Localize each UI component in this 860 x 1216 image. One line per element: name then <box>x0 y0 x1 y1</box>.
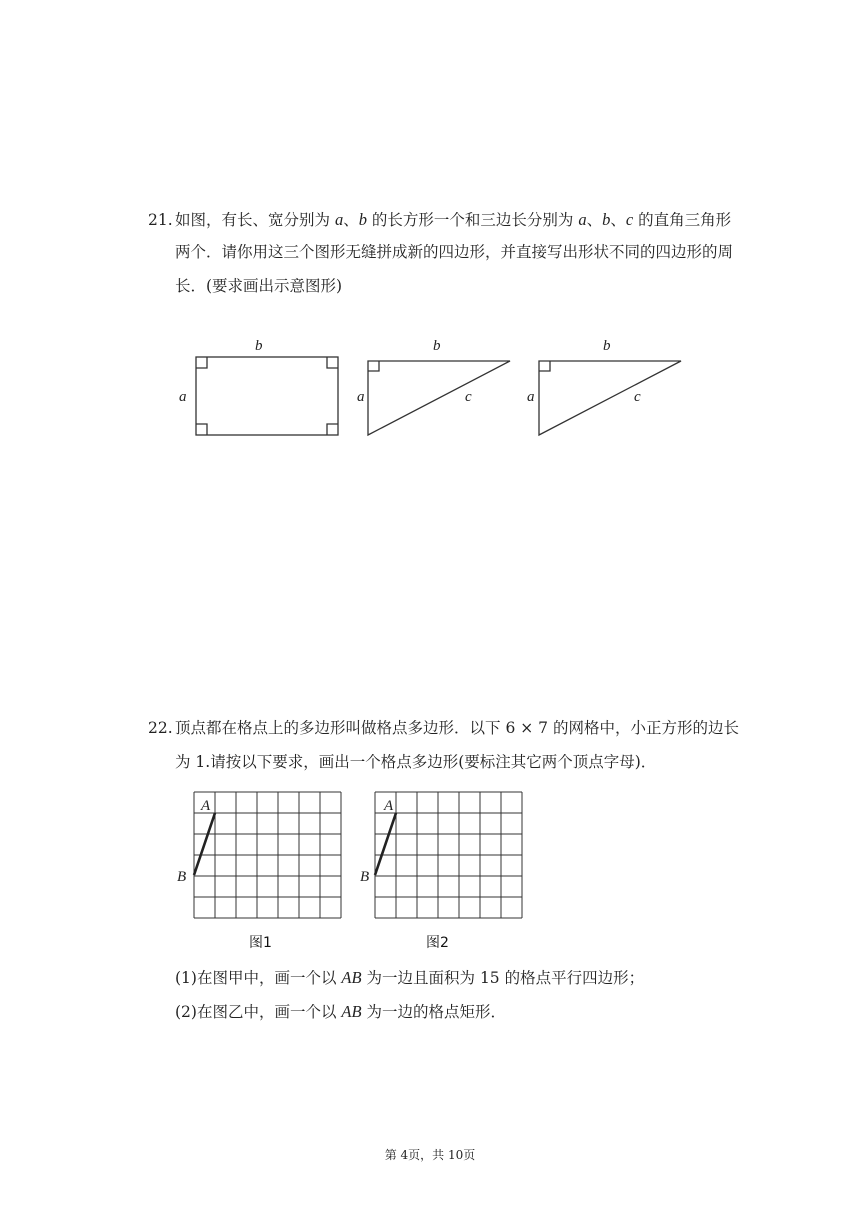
question-text-line-2: 两个．请你用这三个图形无缝拼成新的四边形，并直接写出形状不同的四边形的周 <box>175 243 734 261</box>
question-text-line-2: 为 1.请按以下要求，画出一个格点多边形(要标注其它两个顶点字母)． <box>175 753 657 771</box>
right-angle-marks <box>196 357 338 435</box>
q21-figures <box>0 330 860 450</box>
label-b: b <box>255 338 263 354</box>
figure-1-caption: 图1 <box>249 935 272 951</box>
figure-2-caption: 图2 <box>426 935 449 951</box>
label-c: c <box>465 389 472 405</box>
question-number: 21. <box>148 211 173 229</box>
question-number: 22. <box>148 719 173 737</box>
label-a: a <box>357 389 365 405</box>
question-text-line-1: 如图，有长、宽分别为 a、b 的长方形一个和三边长分别为 a、b、c 的直角三角形 <box>175 210 732 229</box>
point-a-label: A <box>201 798 211 814</box>
grid-figure-2 <box>375 792 522 918</box>
label-a: a <box>179 389 187 405</box>
part-1: (1)在图甲中，画一个以 AB 为一边且面积为 15 的格点平行四边形； <box>175 968 645 987</box>
q22-figures <box>0 780 860 960</box>
segment-ab <box>194 813 215 875</box>
question-text-line-3: 长．(要求画出示意图形) <box>175 277 343 295</box>
point-a-label: A <box>384 798 394 814</box>
rectangle-shape <box>196 357 338 435</box>
right-triangle-2 <box>539 361 681 435</box>
point-b-label: B <box>177 869 187 885</box>
question-text-line-1: 顶点都在格点上的多边形叫做格点多边形．以下 6 × 7 的网格中，小正方形的边长 <box>175 719 739 737</box>
grid-figure-1 <box>194 792 341 918</box>
label-c: c <box>634 389 641 405</box>
segment-ab <box>375 813 396 875</box>
label-a: a <box>527 389 535 405</box>
label-b: b <box>603 338 611 354</box>
label-b: b <box>433 338 441 354</box>
page-footer: 第 4页，共 10页 <box>384 1148 476 1162</box>
right-angle-mark <box>368 361 379 371</box>
part-2: (2)在图乙中，画一个以 AB 为一边的格点矩形． <box>175 1002 507 1021</box>
right-triangle-1 <box>368 361 510 435</box>
point-b-label: B <box>360 869 370 885</box>
right-angle-mark <box>539 361 550 371</box>
